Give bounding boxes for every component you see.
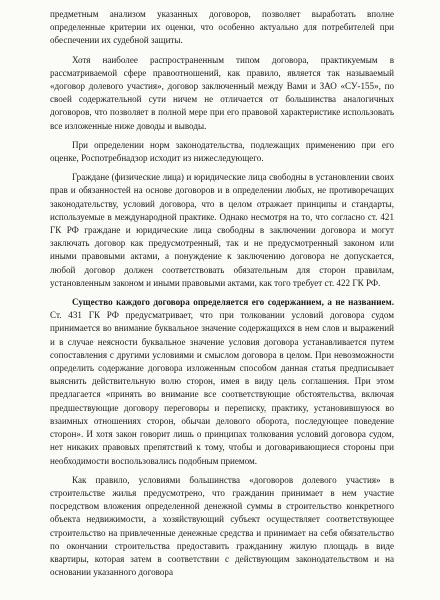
paragraph-4: Граждане (физические лица) и юридические лица свободны в установлении своих прав и обязанностей на основе договоров и в определении любых, не противоречащих законодательству, условий договора, что в целом отражает принципы и стандарты, используемые в международной практике. Однако несмотря на то, что согласно ст. 421 ГК РФ граждане и юридические лица свободны в заключении договора и могут заключать договор как предусмотренный, так и не предусмотренный законом или иными правовыми актами, а понуждение к заключению договора не допускается, любой договор должен соответствовать обязательным для сторон правилам, установленным законом и иными правовыми актами, как того требует ст. 422 ГК РФ.: [50, 172, 394, 288]
paragraph-1: предметным анализом указанных договоров, позволяет выработать вполне определенные критерии их оценки, что особенно актуально для потребителей при обеспечении их судебной защиты.: [50, 9, 394, 46]
paragraph-5-bold-lead: Существо каждого договора определяется его содержанием, а не названием.: [72, 297, 394, 308]
paragraph-5-body: Ст. 431 ГК РФ предусматривает, что при толковании условий договора судом принимается во внимание буквальное значение содержащихся в нем слов и выражений и в случае неясности буквальное значение условия договора устанавливается путем сопоставления с другими условиями и смыслом договора в целом. При невозможности определить содержание договора изложенным способом данная статья предписывает выяснить действительную волю сторон, имея в виду цель соглашения. При этом предлагается «принять во внимание все соответствующие обстоятельства, включая предшествующие договору переговоры и переписку, практику, установившуюся во взаимных отношениях сторон, обычаи делового оборота, последующее поведение сторон». И хотя закон говорит лишь о принципах толкования условий договора судом, нет никаких правовых препятствий к тому, чтобы и договаривающиеся стороны при необходимости воспользовались подобным приемом.: [50, 310, 394, 466]
paragraph-3: При определении норм законодательства, подлежащих применению при его оценке, Роспотребнадзор исходит из нижеследующего.: [50, 139, 394, 164]
paragraph-5: [50, 296, 394, 468]
paragraph-6: Как правило, условиями большинства «договоров долевого участия» в строительстве жилья предусмотрено, что гражданин принимает в нем участие посредством вложения определенной денежной суммы в строительство конкретного объекта недвижимости, а хозяйствующий субъект осуществляет соответствующее строительство на привлеченные денежные средства и принимает на себя обязательство по окончании строительства предоставить гражданину жилую площадь в виде квартиры, которая затем в соответствии с действующим законодательством и на основании указанного договора: [50, 474, 394, 578]
paragraph-2: Хотя наиболее распространенным типом договора, практикуемым в рассматриваемой сфере правоотношений, как правило, является так называемый «договор долевого участия», договор заключенный между Вами и ЗАО «СУ-155», по своей содержательной сути ничем не отличается от большинства аналогичных договоров, что позволяет в полной мере при его правовой характеристике использовать все изложенные ниже доводы и выводы.: [50, 54, 394, 131]
